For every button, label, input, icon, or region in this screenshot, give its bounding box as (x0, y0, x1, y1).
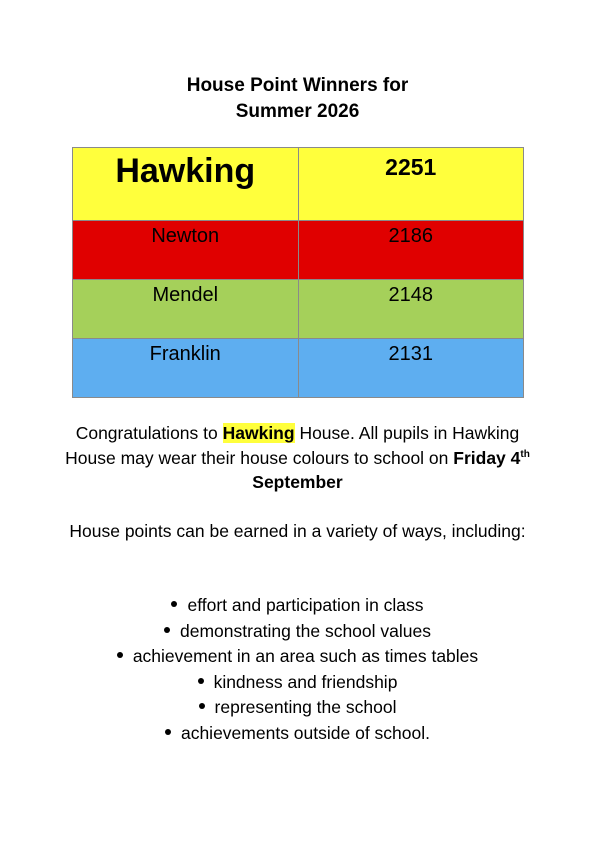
list-item (0, 593, 595, 619)
house-points: 2131 (388, 343, 433, 365)
list-item (0, 619, 595, 645)
list-item-text: kindness and friendship (213, 671, 398, 692)
house-name-cell (73, 339, 299, 398)
house-name: Franklin (149, 343, 221, 365)
winner-highlight: Hawking (222, 423, 295, 443)
list-item-text: demonstrating the school values (180, 620, 431, 641)
house-points: 2186 (388, 225, 433, 247)
title-line-1: House Point Winners for (186, 75, 409, 96)
bullet-icon (117, 652, 123, 658)
house-name-cell (73, 148, 299, 221)
congrats-text-before: Congratulations to (75, 423, 223, 443)
ways-list (0, 593, 595, 746)
house-name: Hawking (115, 152, 256, 190)
bullet-icon (164, 627, 170, 633)
date-prefix: Friday 4 (453, 447, 521, 468)
house-name-cell (73, 221, 299, 280)
list-item-text: representing the school (214, 697, 397, 717)
bullet-icon (171, 601, 177, 607)
house-points-cell (298, 148, 524, 221)
date-suffix: September (252, 472, 343, 492)
points-intro-paragraph: House points can be earned in a variety of ways, including: (69, 521, 526, 541)
list-item-text: effort and participation in class (187, 595, 424, 615)
house-name: Mendel (152, 284, 219, 306)
table-row (73, 221, 524, 280)
bullet-icon (165, 729, 171, 735)
list-item-text: achievements outside of school. (180, 722, 431, 743)
congratulations-paragraph (60, 421, 535, 495)
list-item (0, 670, 595, 696)
date-ordinal: th (520, 448, 530, 460)
house-points-table (72, 147, 524, 398)
table-row-first-place (73, 148, 524, 221)
house-points-cell (298, 339, 524, 398)
table-row (73, 339, 524, 398)
house-name: Newton (151, 225, 220, 247)
house-points: 2148 (388, 284, 433, 306)
list-item (0, 695, 595, 721)
page-title (0, 73, 595, 125)
house-points-cell (298, 280, 524, 339)
list-item-text: achievement in an area such as times tables (132, 646, 479, 666)
bullet-icon (198, 678, 204, 684)
bullet-icon (199, 703, 205, 709)
house-points: 2251 (385, 154, 437, 180)
list-item (0, 721, 595, 747)
list-item (0, 644, 595, 670)
congrats-text-after: House. All pupils in Hawking House may wear their house colours to school on (65, 423, 520, 468)
table-row (73, 280, 524, 339)
house-points-cell (298, 221, 524, 280)
title-line-2: Summer 2026 (235, 101, 360, 122)
house-name-cell (73, 280, 299, 339)
